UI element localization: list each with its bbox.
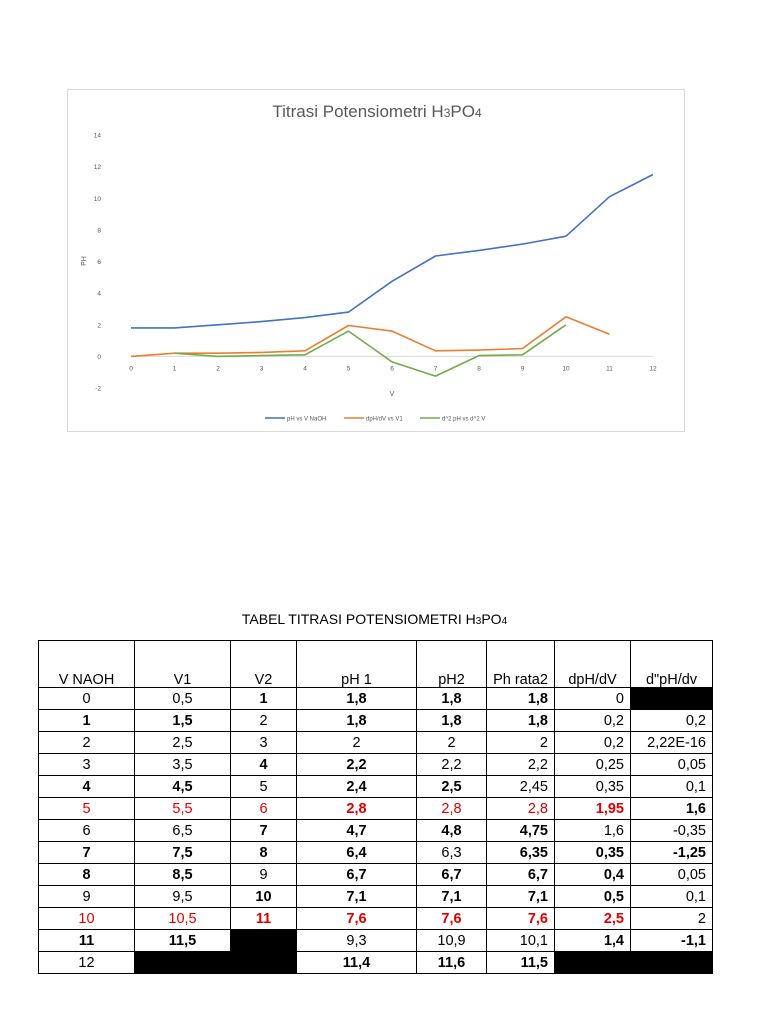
x-tick-label: 0 <box>129 365 133 373</box>
table-row <box>39 842 713 864</box>
cell-v2 <box>231 930 297 952</box>
cell-v1: 3,5 <box>135 754 231 776</box>
x-tick-label: 11 <box>606 365 613 373</box>
header-ph1: pH 1 <box>297 641 417 688</box>
table-header-row <box>39 641 713 688</box>
cell-v2: 3 <box>231 732 297 754</box>
table-row <box>39 688 713 710</box>
cell-v2: 7 <box>231 820 297 842</box>
cell-v1: 10,5 <box>135 908 231 930</box>
cell-ph2: 10,9 <box>417 930 487 952</box>
cell-ph-rata: 7,6 <box>487 908 555 930</box>
titration-table <box>38 640 713 974</box>
cell-dph-dv: 0 <box>555 688 631 710</box>
cell-v-naoh: 7 <box>39 842 135 864</box>
cell-ph1: 7,6 <box>297 908 417 930</box>
series-line-3 <box>172 325 567 376</box>
table-row <box>39 710 713 732</box>
cell-ph1: 4,7 <box>297 820 417 842</box>
cell-v2: 2 <box>231 710 297 732</box>
y-tick-label: 0 <box>97 353 101 361</box>
cell-v-naoh: 10 <box>39 908 135 930</box>
cell-ph2: 7,6 <box>417 908 487 930</box>
header-d2ph-dv: d"pH/dv <box>631 641 713 688</box>
cell-v2 <box>231 952 297 974</box>
cell-ph-rata: 2 <box>487 732 555 754</box>
cell-ph2: 2,8 <box>417 798 487 820</box>
cell-dph-dv: 1,95 <box>555 798 631 820</box>
cell-v2: 6 <box>231 798 297 820</box>
cell-v1: 0,5 <box>135 688 231 710</box>
cell-dph-dv: 1,4 <box>555 930 631 952</box>
legend-entry-1: pH vs V NaOH <box>287 416 327 423</box>
y-tick-label: 2 <box>97 322 101 330</box>
x-axis-label: V <box>389 391 395 398</box>
cell-dph-dv: 0,5 <box>555 886 631 908</box>
cell-v1 <box>135 952 231 974</box>
x-tick-label: 6 <box>390 365 394 373</box>
cell-d2ph-dv: -0,35 <box>631 820 713 842</box>
y-tick-label: 10 <box>93 195 101 203</box>
header-v2: V2 <box>231 641 297 688</box>
cell-ph1: 1,8 <box>297 688 417 710</box>
cell-dph-dv <box>555 952 631 974</box>
cell-d2ph-dv: 0,1 <box>631 776 713 798</box>
cell-ph-rata: 11,5 <box>487 952 555 974</box>
cell-ph2: 7,1 <box>417 886 487 908</box>
y-tick-label: 4 <box>97 290 101 298</box>
y-tick-label: 14 <box>93 132 101 140</box>
x-tick-label: 8 <box>477 365 481 373</box>
cell-v2: 8 <box>231 842 297 864</box>
cell-ph-rata: 4,75 <box>487 820 555 842</box>
cell-dph-dv: 0,25 <box>555 754 631 776</box>
cell-v1: 7,5 <box>135 842 231 864</box>
cell-v1: 11,5 <box>135 930 231 952</box>
cell-ph2: 2,5 <box>417 776 487 798</box>
cell-v-naoh: 2 <box>39 732 135 754</box>
table-row <box>39 754 713 776</box>
header-v1: V1 <box>135 641 231 688</box>
cell-v-naoh: 9 <box>39 886 135 908</box>
x-tick-label: 7 <box>433 365 438 373</box>
cell-ph2: 6,7 <box>417 864 487 886</box>
y-tick-label: 8 <box>97 227 101 235</box>
series-line-2 <box>131 317 610 357</box>
cell-ph-rata: 7,1 <box>487 886 555 908</box>
cell-v2: 9 <box>231 864 297 886</box>
cell-ph-rata: 2,45 <box>487 776 555 798</box>
legend-entry-3: d^2 pH vs d^2 V <box>442 416 486 423</box>
chart-area <box>67 89 685 432</box>
cell-ph1: 9,3 <box>297 930 417 952</box>
cell-ph-rata: 1,8 <box>487 688 555 710</box>
table-title: TABEL TITRASI POTENSIOMETRI H3PO4 <box>241 611 508 627</box>
cell-v-naoh: 0 <box>39 688 135 710</box>
cell-dph-dv: 0,4 <box>555 864 631 886</box>
cell-v-naoh: 8 <box>39 864 135 886</box>
cell-v-naoh: 1 <box>39 710 135 732</box>
cell-dph-dv: 0,2 <box>555 710 631 732</box>
y-tick-label: 12 <box>93 164 101 172</box>
cell-d2ph-dv: 2 <box>631 908 713 930</box>
cell-v2: 1 <box>231 688 297 710</box>
header-dph-dv: dpH/dV <box>555 641 631 688</box>
cell-ph1: 11,4 <box>297 952 417 974</box>
cell-d2ph-dv: 1,6 <box>631 798 713 820</box>
x-tick-label: 3 <box>259 365 264 373</box>
cell-v-naoh: 11 <box>39 930 135 952</box>
table-row <box>39 952 713 974</box>
legend <box>265 417 485 423</box>
cell-d2ph-dv: 0,05 <box>631 754 713 776</box>
cell-d2ph-dv: -1,1 <box>631 930 713 952</box>
chart-title: Titrasi Potensiometri H3PO4 <box>272 102 482 121</box>
cell-ph2: 11,6 <box>417 952 487 974</box>
x-tick-label: 9 <box>520 365 525 373</box>
cell-ph2: 1,8 <box>417 688 487 710</box>
cell-v1: 2,5 <box>135 732 231 754</box>
cell-v-naoh: 3 <box>39 754 135 776</box>
cell-ph-rata: 6,7 <box>487 864 555 886</box>
cell-v1: 5,5 <box>135 798 231 820</box>
table-row <box>39 908 713 930</box>
table-row <box>39 864 713 886</box>
table-row <box>39 930 713 952</box>
cell-v1: 1,5 <box>135 710 231 732</box>
y-tick-label: -2 <box>95 385 101 393</box>
cell-ph2: 6,3 <box>417 842 487 864</box>
cell-ph2: 2 <box>417 732 487 754</box>
cell-dph-dv: 2,5 <box>555 908 631 930</box>
cell-v2: 5 <box>231 776 297 798</box>
cell-ph-rata: 1,8 <box>487 710 555 732</box>
cell-ph2: 2,2 <box>417 754 487 776</box>
legend-entry-2: dpH/dV vs V1 <box>366 416 403 423</box>
table-row <box>39 820 713 842</box>
table-row <box>39 776 713 798</box>
cell-d2ph-dv: 0,2 <box>631 710 713 732</box>
cell-v1: 6,5 <box>135 820 231 842</box>
cell-ph1: 2,2 <box>297 754 417 776</box>
cell-ph-rata: 10,1 <box>487 930 555 952</box>
table-row <box>39 886 713 908</box>
cell-ph1: 1,8 <box>297 710 417 732</box>
cell-ph1: 6,4 <box>297 842 417 864</box>
cell-v2: 11 <box>231 908 297 930</box>
cell-ph-rata: 6,35 <box>487 842 555 864</box>
table-row <box>39 732 713 754</box>
cell-v1: 9,5 <box>135 886 231 908</box>
x-tick-label: 2 <box>216 365 220 373</box>
cell-ph1: 7,1 <box>297 886 417 908</box>
cell-v-naoh: 12 <box>39 952 135 974</box>
cell-v-naoh: 4 <box>39 776 135 798</box>
cell-d2ph-dv <box>631 952 713 974</box>
cell-v2: 4 <box>231 754 297 776</box>
y-tick-label: 6 <box>97 259 101 266</box>
cell-d2ph-dv: 0,05 <box>631 864 713 886</box>
x-tick-label: 4 <box>303 365 307 373</box>
cell-v2: 10 <box>231 886 297 908</box>
header-v-naoh: V NAOH <box>39 641 135 688</box>
y-axis-label: PH <box>81 256 88 266</box>
cell-ph1: 6,7 <box>297 864 417 886</box>
cell-v1: 8,5 <box>135 864 231 886</box>
cell-d2ph-dv: 2,22E-16 <box>631 732 713 754</box>
x-tick-label: 10 <box>562 365 570 373</box>
cell-d2ph-dv: -1,25 <box>631 842 713 864</box>
x-tick-label: 1 <box>172 365 177 373</box>
cell-d2ph-dv: 0,1 <box>631 886 713 908</box>
cell-v-naoh: 6 <box>39 820 135 842</box>
line-chart <box>68 90 686 433</box>
x-tick-label: 5 <box>346 365 351 373</box>
cell-ph1: 2,4 <box>297 776 417 798</box>
cell-dph-dv: 0,35 <box>555 842 631 864</box>
cell-ph-rata: 2,8 <box>487 798 555 820</box>
table-row <box>39 798 713 820</box>
cell-dph-dv: 0,35 <box>555 776 631 798</box>
cell-v1: 4,5 <box>135 776 231 798</box>
cell-ph1: 2,8 <box>297 798 417 820</box>
cell-v-naoh: 5 <box>39 798 135 820</box>
cell-ph2: 1,8 <box>417 710 487 732</box>
x-tick-label: 12 <box>649 365 657 373</box>
cell-ph-rata: 2,2 <box>487 754 555 776</box>
header-ph-rata: Ph rata2 <box>487 641 555 688</box>
cell-dph-dv: 0,2 <box>555 732 631 754</box>
header-ph2: pH2 <box>417 641 487 688</box>
series-line-1 <box>131 175 653 328</box>
cell-ph2: 4,8 <box>417 820 487 842</box>
cell-ph1: 2 <box>297 732 417 754</box>
cell-d2ph-dv <box>631 688 713 710</box>
cell-dph-dv: 1,6 <box>555 820 631 842</box>
